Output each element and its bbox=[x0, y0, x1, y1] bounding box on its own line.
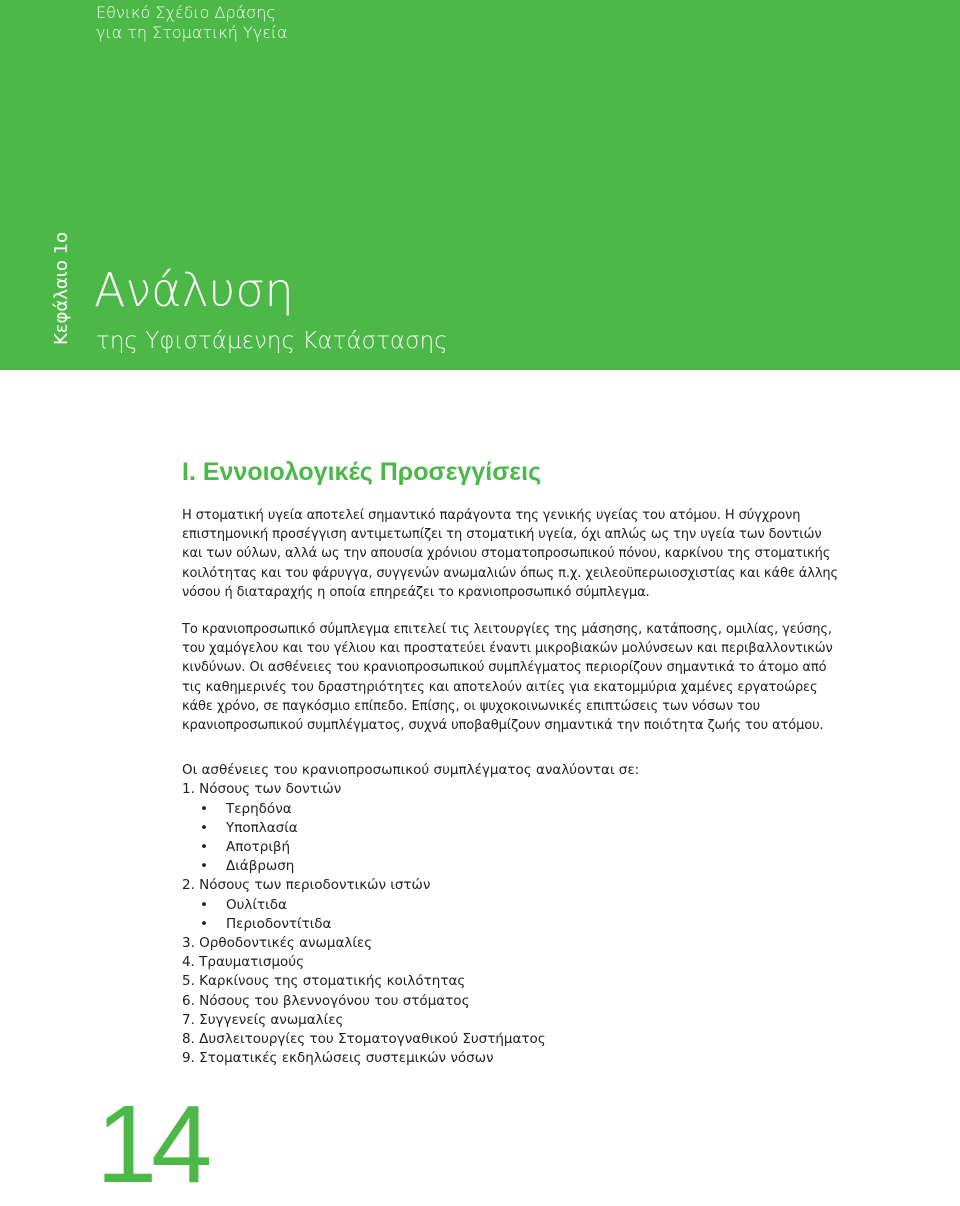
sub-list-item bbox=[200, 819, 842, 838]
sub-list-item-label: Τερηδόνα bbox=[226, 800, 292, 817]
document-title bbox=[96, 3, 288, 43]
list-item-label: 5. Καρκίνους της στοματικής κοιλότητας bbox=[182, 973, 466, 990]
chapter-subtitle: της Υφιστάμενης Κατάστασης bbox=[96, 328, 448, 354]
list-item-label: 4. Τραυματισμούς bbox=[182, 954, 305, 971]
sub-list bbox=[182, 896, 842, 934]
sub-list-item bbox=[200, 857, 842, 876]
list-item bbox=[182, 780, 842, 876]
bullet-icon: • bbox=[200, 839, 208, 856]
sub-list-item bbox=[200, 800, 842, 819]
bullet-icon: • bbox=[200, 858, 208, 875]
chapter-label: Κεφάλαιο 1ο bbox=[51, 231, 72, 345]
sub-list-item-label: Περιοδοντίτιδα bbox=[226, 915, 332, 932]
paragraph: Το κρανιοπροσωπικό σύμπλεγμα επιτελεί τις λειτουργίες της μάσησης, κατάποσης, ομιλίας, γεύσης, του χαμόγελου και του γέλιου και προστατεύει έναντι μικροβιακών μολύνσεων και περιβαλλοντικών κινδύνων. Οι ασθένειες του κρανιοπροσωπικού συμπλέγματος περιορίζουν σημαντικά το άτομο από τις καθημερινές του δραστηριότητες και αποτελούν αιτίες για εκατομμύρια χαμένες εργατοώρες κάθε χρόνο, σε παγκόσμιο επίπεδο. Επίσης, οι ψυχοκοινωνικές επιπτώσεις των νόσων του κρανιοπροσωπικού συμπλέγματος, συχνά υποβαθμίζουν σημαντικά την ποιότητα ζωής του ατόμου. bbox=[182, 622, 833, 734]
document-title-line-1: Εθνικό Σχέδιο Δράσης bbox=[96, 3, 276, 22]
bullet-icon: • bbox=[200, 800, 208, 817]
sub-list-item bbox=[200, 915, 842, 934]
list-item-label: 1. Νόσους των δοντιών bbox=[182, 781, 342, 798]
list-item-label: 3. Ορθοδοντικές ανωμαλίες bbox=[182, 935, 373, 952]
list-item bbox=[182, 1030, 842, 1049]
list-item-label: 2. Νόσους των περιοδοντικών ιστών bbox=[182, 877, 431, 894]
sub-list-item bbox=[200, 896, 842, 915]
chapter-title: Ανάλυση bbox=[94, 263, 294, 317]
list-item bbox=[182, 992, 842, 1011]
bullet-icon: • bbox=[200, 915, 208, 932]
sub-list-item-label: Αποτριβή bbox=[226, 839, 291, 856]
paragraph: Η στοματική υγεία αποτελεί σημαντικό παράγοντα της γενικής υγείας του ατόμου. Η σύγχρονη επιστημονική προσέγγιση αντιμετωπίζει τη στοματική υγεία, όχι απλώς ως την υγεία των δοντιών και των ούλων, αλλά ως την απουσία χρόνιου στοματοπροσωπικού πόνου, καρκίνου της στοματικής κοιλότητας και του φάρυγγα, συγγενών ανωμαλιών όπως π.χ. χειλεοϋπερωιοσχιστίας και κάθε άλλης νόσου ή διαταραχής η οποία επηρεάζει το κρανιοπροσωπικό σύμπλεγμα. bbox=[182, 508, 839, 600]
sub-list-item bbox=[200, 838, 842, 857]
list-item bbox=[182, 876, 842, 934]
sub-list-item-label: Ουλίτιδα bbox=[226, 896, 287, 913]
list-item-label: 7. Συγγενείς ανωμαλίες bbox=[182, 1011, 344, 1028]
document-title-line-2: για τη Στοματική Υγεία bbox=[96, 23, 288, 42]
list-item bbox=[182, 1049, 842, 1068]
list-item-label: 8. Δυσλειτουργίες του Στοματογναθικού Συστήματος bbox=[182, 1031, 546, 1048]
sub-list bbox=[182, 800, 842, 877]
list-item bbox=[182, 1011, 842, 1030]
list-item bbox=[182, 934, 842, 953]
list-intro: Οι ασθένειες του κρανιοπροσωπικού συμπλέγματος αναλύονται σε: bbox=[182, 762, 640, 779]
disease-list bbox=[182, 780, 842, 1068]
sub-list-item-label: Διάβρωση bbox=[226, 858, 295, 875]
chapter-banner bbox=[0, 0, 960, 370]
section-heading: Ι. Εννοιολογικές Προσεγγίσεις bbox=[182, 458, 542, 486]
list-item-label: 6. Νόσους του βλεννογόνου του στόματος bbox=[182, 992, 470, 1009]
main-content bbox=[182, 455, 842, 1068]
list-item bbox=[182, 972, 842, 991]
sub-list-item-label: Υποπλασία bbox=[226, 819, 298, 836]
page-number: 14 bbox=[96, 1083, 207, 1206]
bullet-icon: • bbox=[200, 896, 208, 913]
bullet-icon: • bbox=[200, 819, 208, 836]
list-item bbox=[182, 953, 842, 972]
list-item-label: 9. Στοματικές εκδηλώσεις συστεμικών νόσων bbox=[182, 1050, 494, 1067]
